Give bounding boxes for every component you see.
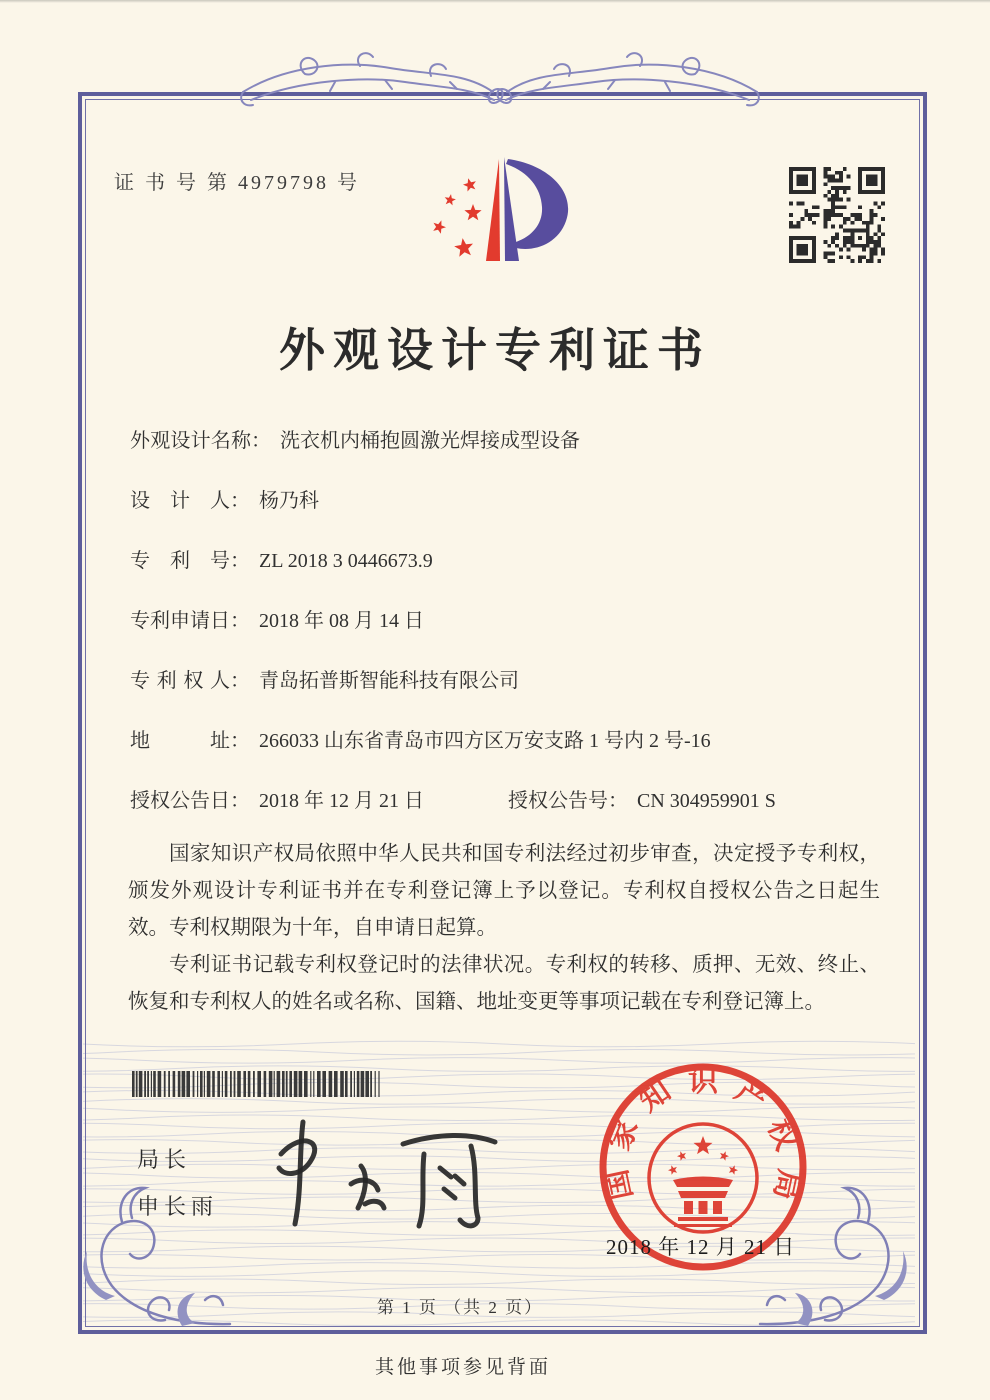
dragon-ornament-icon	[235, 52, 765, 118]
qr-code	[789, 167, 885, 263]
field-value: 2018 年 08 月 14 日	[259, 610, 424, 632]
field-filing-date: 专利申请日： 2018 年 08 月 14 日	[130, 608, 850, 668]
field-value: CN 304959901 S	[637, 790, 776, 812]
commissioner-name: 申长雨	[137, 1194, 219, 1219]
seal-ring-text: 国家知识产权局	[600, 1064, 806, 1203]
certificate-fields	[130, 428, 850, 848]
cnipa-logo-icon	[426, 150, 578, 278]
field-label: 专利申请日	[130, 610, 230, 632]
field-label: 设计人	[130, 490, 230, 512]
legal-paragraph: 专利证书记载专利权登记时的法律状况。专利权的转移、质押、无效、终止、恢复和专利权人的姓名或名称、国籍、地址变更等事项记载在专利登记簿上。	[128, 954, 880, 1013]
field-value: ZL 2018 3 0446673.9	[259, 550, 433, 572]
back-side-note: 其他事项参见背面	[374, 1357, 551, 1378]
field-patentee: 专利权人： 青岛拓普斯智能科技有限公司	[130, 668, 850, 728]
field-label: 专利权人	[130, 670, 230, 692]
certificate-number: 证 书 号 第 4979798 号	[114, 172, 360, 194]
field-designer: 设计人： 杨乃科	[130, 488, 850, 548]
page-number: 第 1 页 （共 2 页）	[376, 1298, 544, 1317]
field-grant-row: 授权公告日： 2018 年 12 月 21 日 授权公告号： CN 304959901 S	[130, 788, 850, 848]
commissioner-title: 局长	[137, 1147, 192, 1172]
field-value: 2018 年 12 月 21 日	[259, 790, 424, 812]
field-address: 地址： 266033 山东省青岛市四方区万安支路 1 号内 2 号-16	[130, 728, 850, 788]
barcode	[130, 1071, 386, 1097]
field-label: 授权公告号	[508, 790, 608, 812]
certificate-title: 外观设计专利证书	[279, 325, 711, 376]
legal-paragraph: 国家知识产权局依照中华人民共和国专利法经过初步审查，决定授予专利权，颁发外观设计专利证书并在专利登记簿上予以登记。专利权自授权公告之日起生效。专利权期限为十年，自申请日起算。	[128, 843, 880, 939]
legal-text	[128, 836, 880, 1021]
field-value: 洗衣机内桶抱圆激光焊接成型设备	[280, 430, 580, 452]
grant-date-stamp: 2018 年 12 月 21 日	[606, 1235, 796, 1259]
field-value: 266033 山东省青岛市四方区万安支路 1 号内 2 号-16	[259, 730, 711, 752]
field-label: 地址	[130, 730, 230, 752]
field-design-name: 外观设计名称： 洗衣机内桶抱圆激光焊接成型设备	[130, 428, 850, 488]
field-grant-number: 授权公告号： CN 304959901 S	[508, 790, 776, 812]
field-value: 杨乃科	[259, 490, 319, 512]
field-patent-number: 专利号： ZL 2018 3 0446673.9	[130, 548, 850, 608]
field-label: 授权公告日	[130, 790, 230, 812]
field-value: 青岛拓普斯智能科技有限公司	[259, 670, 519, 692]
field-label: 专利号	[130, 550, 230, 572]
national-emblem-icon	[649, 1124, 757, 1232]
field-label: 外观设计名称	[130, 430, 251, 452]
commissioner-signature	[265, 1110, 515, 1238]
